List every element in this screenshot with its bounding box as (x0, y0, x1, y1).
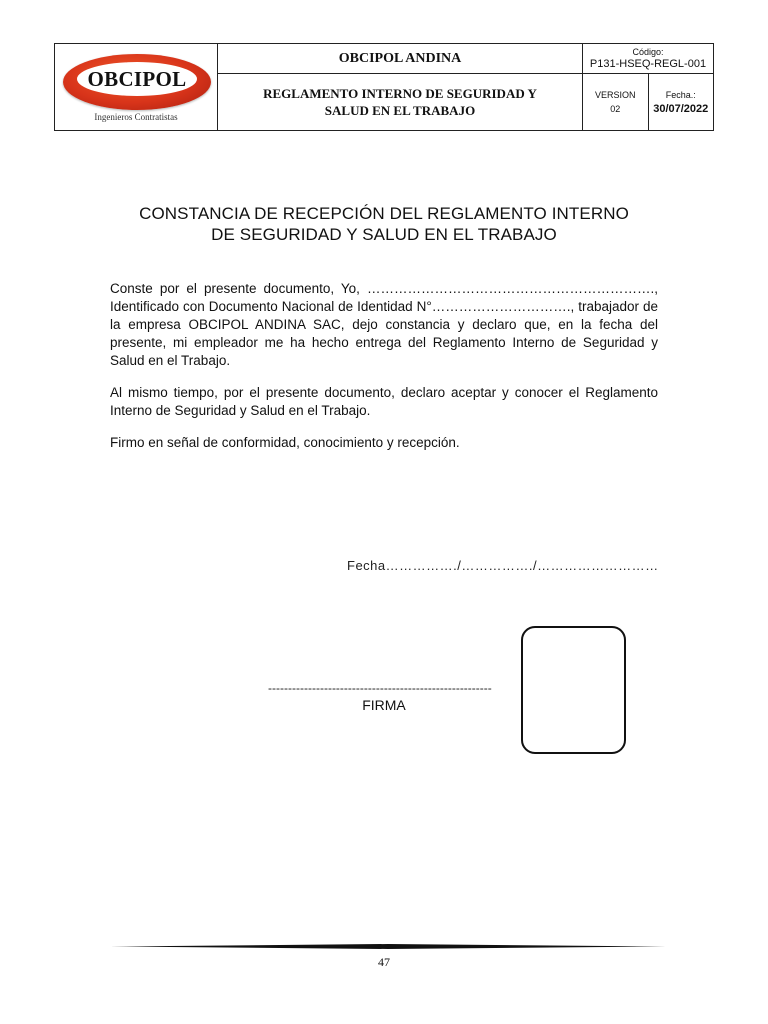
company-name: OBCIPOL ANDINA (218, 44, 583, 74)
logo-cell (55, 44, 218, 131)
code-value: P131-HSEQ-REGL-001 (589, 58, 707, 70)
regulation-title-line2: SALUD EN EL TRABAJO (324, 103, 476, 118)
acceptance-paragraph: Al mismo tiempo, por el presente documento, declaro aceptar y conocer el Reglamento Interno de Seguridad y Salud en el Trabajo. (110, 385, 658, 418)
code-label: Código: (632, 47, 664, 57)
page-number: 47 (378, 955, 390, 969)
signature-label: FIRMA (362, 697, 406, 713)
signature-line[interactable]: -------------------------------------------------------- (268, 681, 492, 695)
date-cell (648, 74, 714, 131)
date-value: 30/07/2022 (653, 103, 709, 115)
document-header (54, 43, 714, 131)
version-cell (583, 74, 649, 131)
regulation-title-line1: REGLAMENTO INTERNO DE SEGURIDAD Y (263, 86, 537, 101)
declaration-paragraph: Conste por el presente documento, Yo, ………………………………………………………., Identificado con Documento Nacional de Identidad N°…………………………., trabajador de la empresa OBCIPOL ANDINA SAC, dejo constancia y declaro que, en la fecha del presente, mi empleador me ha hecho entrega del Reglamento Interno de Seguridad y Salud en el Trabajo. (110, 281, 658, 368)
document-title-line1: CONSTANCIA DE RECEPCIÓN DEL REGLAMENTO INTERNO (139, 204, 629, 223)
date-label: Fecha.: (665, 90, 696, 100)
conformity-paragraph: Firmo en señal de conformidad, conocimiento y recepción. (110, 435, 460, 450)
version-label: VERSION (594, 90, 636, 100)
logo-text: OBCIPOL (87, 66, 187, 91)
logo-subtitle: Ingenieros Contratistas (94, 112, 178, 122)
date-fill-line[interactable]: Fecha……………./……………./……………………… (347, 558, 659, 573)
document-title (100, 203, 668, 245)
document-title-line2: DE SEGURIDAD Y SALUD EN EL TRABAJO (211, 225, 557, 244)
footer-divider (110, 944, 666, 949)
regulation-title (218, 74, 583, 131)
fingerprint-box[interactable] (521, 626, 626, 754)
version-value: 02 (610, 104, 621, 114)
code-cell (583, 44, 714, 74)
company-logo (55, 44, 217, 130)
